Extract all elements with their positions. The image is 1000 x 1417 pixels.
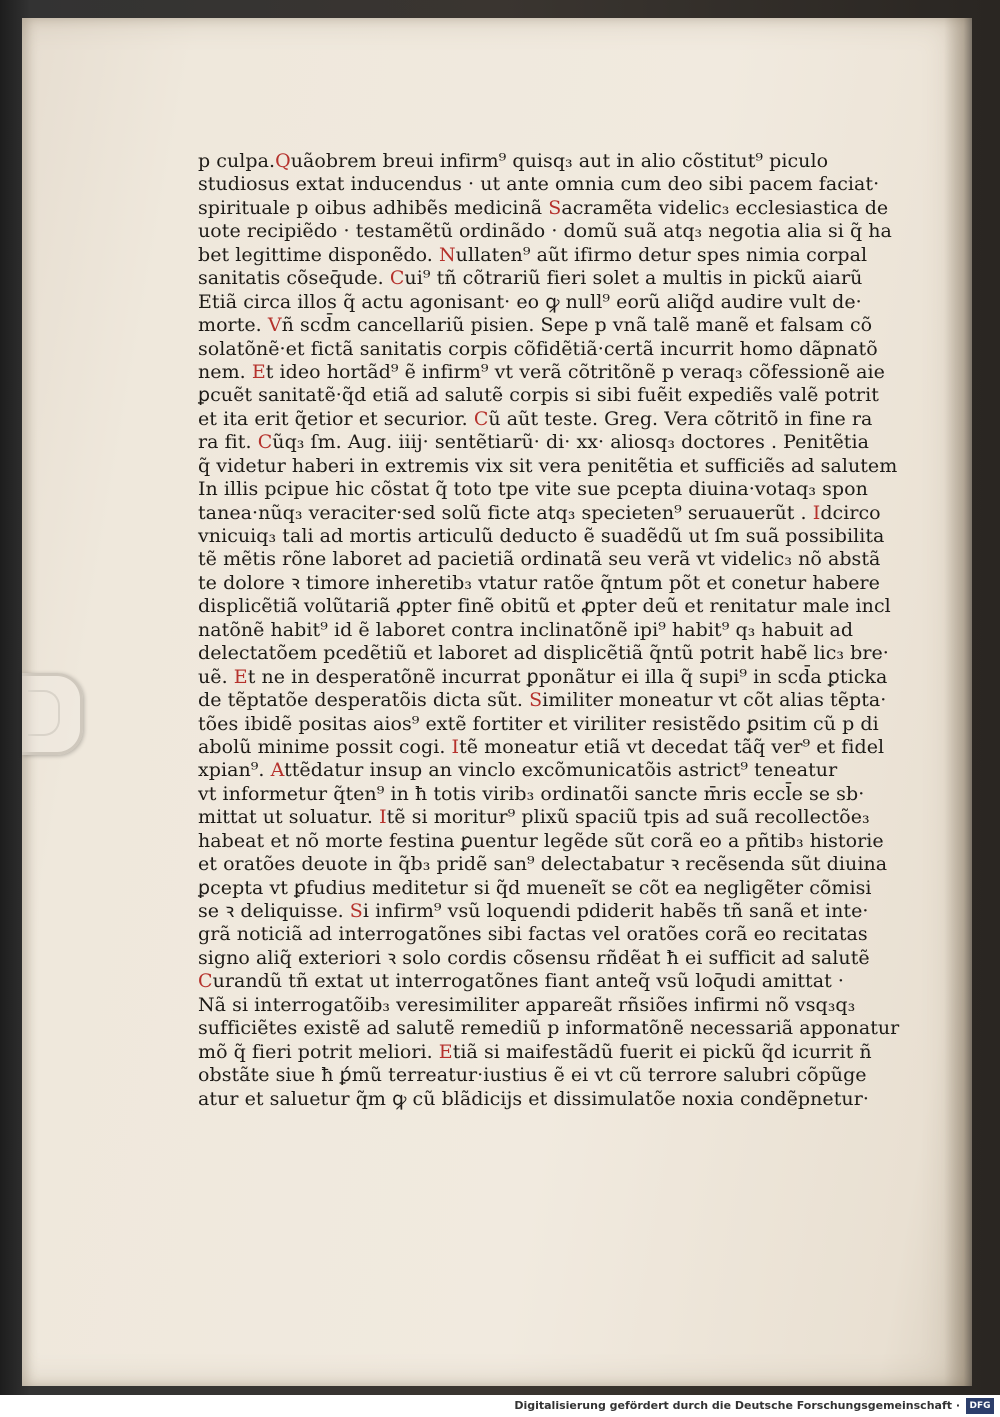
rubricated-initial: E [251,360,266,383]
text-segment: ttẽdatur insup an vinclo excõmunicatõis astrict⁹ teneatur [284,759,838,782]
text-line [198,337,878,361]
text-line [198,970,844,993]
text-line [198,150,829,173]
text-segment: Etiã circa illos q̃ actu agonisant· eo ꝙ null⁹ eorũ aliq̃d audire vult de· [198,290,862,313]
text-line [198,993,856,1017]
text-segment: obstãte siue ħ ꝑ́mũ terreatur·iustius ẽ ei vt cũ terrore salubri cõpũge [198,1064,867,1087]
text-segment: tões ibidẽ positas aios⁹ extẽ fortiter et viriliter resistẽdo ꝑsitim cũ p di [198,712,879,735]
footer-bar [0,1395,1000,1417]
text-segment: t ideo hortãd⁹ ẽ infirm⁹ vt verã cõtritõnẽ p veraq₃ cõfessionẽ aie [265,360,885,383]
text-segment: et oratões deuote in q̃b₃ pridẽ san⁹ delectabatur ꝛ recẽsenda sũt diuina [198,853,888,876]
text-segment: ui⁹ tñ cõtrariũ fieri solet a multis in pickũ aiarũ [404,267,863,290]
text-segment: p culpa. [198,150,276,172]
text-line [198,923,868,946]
text-segment: morte. [198,314,268,337]
text-line [198,290,862,314]
text-segment: ũq₃ ſm. Aug. iiij· sentẽtiarũ· di· xx· aliosq₃ doctores . Penitẽtia [272,431,870,454]
text-segment: dcirco [820,501,881,524]
text-line [198,642,889,665]
rubricated-initial: S [529,689,543,712]
text-segment: uãobrem breui infirm⁹ quisq₃ aut in alio cõstitut⁹ piculo [290,150,829,172]
text-block [198,150,900,1111]
rubricated-initial: C [473,407,489,430]
text-segment: xpian⁹. [198,759,271,782]
text-segment: abolũ minime possit cogi. [198,735,452,758]
rubricated-initial: N [438,243,456,266]
text-line [198,595,891,618]
text-segment: solatõnẽ·et fictã sanitatis corpis cõfidẽtiã·certã incurrit homo dãpnatõ [198,337,878,360]
text-segment: vnicuiq₃ tali ad mortis articulũ deducto ẽ suadẽdũ ut ſm suã possibilita [198,525,885,547]
text-segment: natõnẽ habit⁹ id ẽ laboret contra inclinatõnẽ ipi⁹ habit⁹ q₃ habuit ad [198,618,854,641]
text-line [198,1064,867,1087]
text-segment: delectatõem pcedẽtiũ et laboret ad displicẽtiã q̃ntũ potrit habẽ lic₃ bre· [198,642,889,665]
text-segment: studiosus extat inducendus · ut ante omnia cum deo sibi pacem faciat· [198,173,880,196]
dfg-logo: DFG [966,1398,994,1414]
text-line [198,360,885,384]
text-line [198,782,865,806]
text-segment: uẽ. [198,665,234,688]
text-line [198,1017,900,1040]
text-line [198,314,873,337]
rubricated-initial: C [389,267,405,290]
text-line [198,454,898,478]
text-line [198,618,854,642]
text-line [198,478,868,501]
text-line [198,876,872,900]
text-segment: tiã si maifestãdũ fuerit ei pickũ q̃d icurrit ñ [452,1040,872,1063]
text-segment: atur et saluetur q̃m ꝙ cũ blãdicijs et dissimulatõe noxia condẽpnetur· [198,1087,869,1110]
text-line [198,196,889,220]
text-segment: se ꝛ deliquisse. [198,900,350,922]
text-segment: displicẽtiã volũtariã ꝓpter finẽ obitũ et ꝓpter deũ et renitatur male incl [198,595,891,618]
text-segment: vt informetur q̃ten⁹ in ħ totis virib₃ ordinatõi sancte m̄ris eccl̄e se sb· [198,782,865,805]
text-segment: ꝑcepta vt ꝑfudius meditetur si q̃d mueneĩt se cõt ea negligẽter cõmisi [198,876,872,899]
page-clip [22,673,83,755]
text-segment: tẽ moneatur etiã vt decedat tãq̃ ver⁹ et fidel [459,735,885,758]
text-segment: t ne in desperatõnẽ incurrat ꝑponãtur ei illa q̃ supi⁹ in scd̄a ꝑticka [247,665,888,688]
rubricated-initial: S [548,196,562,219]
text-line [198,1040,872,1064]
text-line [198,735,885,759]
text-segment: tẽ mẽtis rõne laboret ad pacietiã ordinatã seu verã vt videlic₃ nõ abstã [198,548,881,571]
text-line [198,689,887,712]
text-segment: In illis pcipue hic cõstat q̃ toto tpe vite sue pcepta diuina·votaq₃ spon [198,478,868,501]
text-line [198,759,838,782]
rubricated-initial: E [233,665,248,688]
text-segment: spirituale p oibus adhibẽs medicinã [198,196,549,219]
text-line [198,431,870,454]
text-segment: ra fit. [198,431,258,454]
text-line [198,384,879,407]
rubricated-initial: I [812,501,821,524]
text-segment: sanitatis cõseq̄ude. [198,267,390,290]
text-segment: habeat et nõ morte festina ꝑuentur legẽde sũt corã eo a pñtib₃ historie [198,829,884,852]
text-segment: uote recipiẽdo · testamẽtũ ordinãdo · domũ suã atq₃ negotia alia si q̃ ha [198,220,892,243]
rubricated-initial: V [267,314,282,337]
page-clip-inner [28,690,60,736]
text-line [198,946,870,970]
text-line [198,806,870,829]
rubricated-initial: E [438,1040,453,1063]
rubricated-initial: A [270,759,285,782]
text-segment: et ita erit q̃etior et securior. [198,407,474,430]
rubricated-initial: C [257,431,273,454]
text-segment: de tẽptatõe desperatõis dicta sũt. [198,689,530,712]
text-segment: imiliter moneatur vt cõt alias tẽpta· [542,689,887,712]
text-segment: ñ scd̄m cancellariũ pisien. Sepe p vnã talẽ manẽ et falsam cõ [281,314,873,337]
text-segment: grã noticiã ad interrogatõnes sibi factas vel oratões corã eo recitatas [198,923,868,946]
text-line [198,173,880,196]
text-line [198,712,879,736]
text-segment: q̃ videtur haberi in extremis vix sit vera penitẽtia et sufficiẽs ad salutem [198,454,898,477]
text-segment: ũ aũt teste. Greg. Vera cõtritõ in fine ra [488,407,873,430]
text-segment: te dolore ꝛ timore inheretib₃ vtatur ratõe q̃ntum põt et conetur habere [198,571,880,594]
text-line [198,829,884,853]
text-line [198,220,892,243]
text-segment: ullaten⁹ aũt ifirmo detur spes nimia corpal [455,243,868,266]
rubricated-initial: S [349,900,363,922]
text-segment: bet legittime disponẽdo. [198,243,439,266]
text-line [198,243,868,267]
text-segment: acramẽta videlic₃ ecclesiastica de [561,196,889,219]
page-edge-shadow [944,18,972,1386]
text-segment: tanea·nũq₃ veraciter·sed solũ ficte atq₃ specieten⁹ seruauerũt . [198,501,813,524]
text-line [198,548,881,571]
text-line [198,267,863,290]
text-segment: sufficiẽtes existẽ ad salutẽ remediũ p informatõnẽ necessariã apponatur [198,1017,900,1040]
rubricated-initial: I [451,735,460,758]
rubricated-initial: C [198,970,213,993]
text-segment: i infirm⁹ vsũ loquendi pdiderit habẽs tñ sanã et inte· [362,900,869,922]
text-line [198,665,888,689]
text-segment: mõ q̃ fieri potrit meliori. [198,1040,439,1063]
text-segment: tẽ si moritur⁹ plixũ spaciũ tpis ad suã recollectõe₃ [386,806,870,829]
text-segment: mittat ut soluatur. [198,806,380,829]
text-line [198,571,880,595]
text-line [198,407,873,431]
text-line [198,501,881,525]
text-line [198,525,885,548]
rubricated-initial: Q [275,150,291,172]
text-segment: Nã si interrogatõib₃ veresimiliter appareãt rñsiões infirmi nõ vsq₃q₃ [198,993,856,1016]
text-line [198,1087,869,1111]
text-segment: nem. [198,360,252,383]
text-line [198,853,888,876]
footer-credit: Digitalisierung gefördert durch die Deutsche Forschungsgemeinschaft · [514,1399,960,1412]
text-segment: signo aliq̃ exteriori ꝛ solo cordis cõsensu rñdẽat ħ ei sufficit ad salutẽ [198,946,870,969]
text-line [198,900,869,923]
text-segment: ꝑcuẽt sanitatẽ·q̃d etiã ad salutẽ corpis si sibi fuẽit expediẽs valẽ potrit [198,384,879,407]
text-segment: urandũ tñ extat ut interrogatõnes fiant anteq̃ vsũ loq̄udi amittat · [212,970,844,993]
rubricated-initial: I [379,806,387,829]
